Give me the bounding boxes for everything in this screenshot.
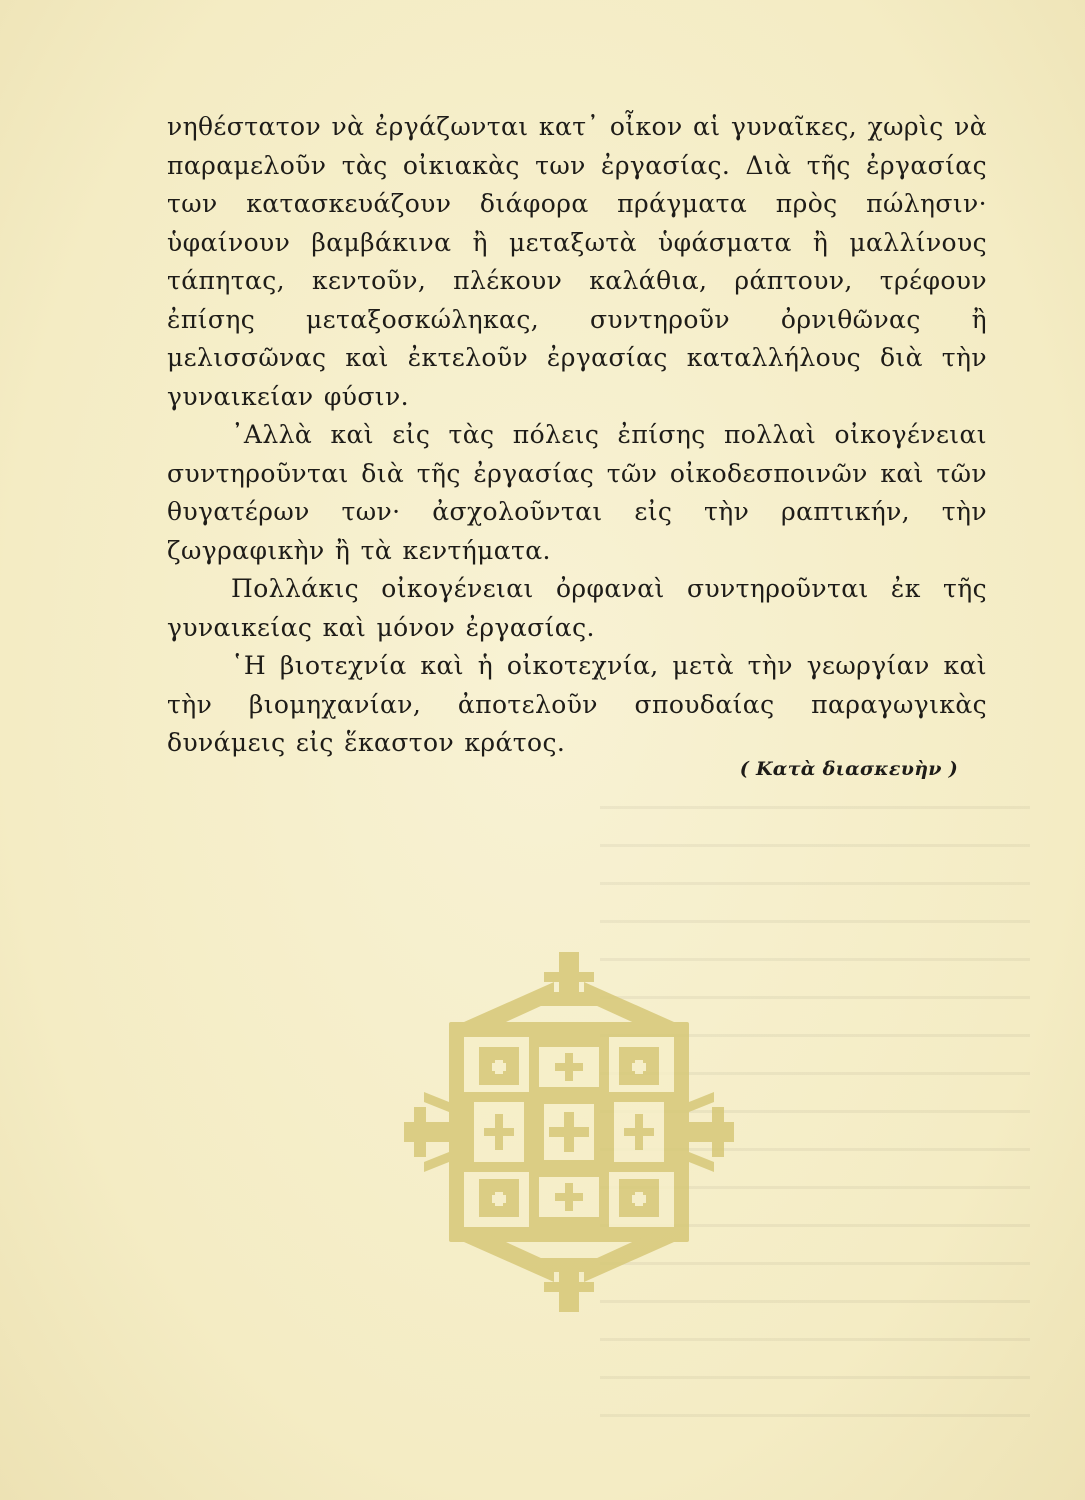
- body-text: [167, 108, 987, 763]
- paragraph-2: ᾿Αλλὰ καὶ εἰς τὰς πόλεις ἐπίσης πολλαὶ οἰκογένειαι συντηροῦνται διὰ τῆς ἐργασίας τῶν οἰκοδεσποινῶν καὶ τῶν θυγατέρων των· ἀσχολοῦνται εἰς τὴν ραπτικήν, τὴν ζωγραφικὴν ἢ τὰ κεντήματα.: [167, 420, 987, 565]
- paragraph-3: Πολλάκις οἰκογένειαι ὀρφαναὶ συντηροῦνται ἐκ τῆς γυναικείας καὶ μόνον ἐργασίας.: [167, 574, 987, 642]
- embroidery-cross-ornament-icon: [404, 952, 734, 1312]
- source-note: ( Κατὰ διασκευὴν ): [739, 758, 958, 780]
- paragraph-1: νηθέστατον νὰ ἐργάζωνται κατ᾽ οἶκον αἱ γυναῖκες, χωρὶς νὰ παραμελοῦν τὰς οἰκιακὰς των ἐργασίας. Διὰ τῆς ἐργασίας των κατασκευάζουν διάφορα πράγματα πρὸς πώλησιν· ὑφαίνουν βαμβάκινα ἢ μεταξωτὰ ὑφάσματα ἢ μαλλίνους τάπητας, κεντοῦν, πλέκουν καλάθια, ράπτουν, τρέφουν ἐπίσης μεταξοσκώληκας, συντηροῦν ὀρνιθῶνας ἢ μελισσῶνας καὶ ἐκτελοῦν ἐργασίας καταλλήλους διὰ τὴν γυναικείαν φύσιν.: [167, 112, 987, 411]
- paragraph-4: ῾Η βιοτεχνία καὶ ἡ οἰκοτεχνία, μετὰ τὴν γεωργίαν καὶ τὴν βιομηχανίαν, ἀποτελοῦν σπουδαίας παραγωγικὰς δυνάμεις εἰς ἕκαστον κράτος.: [167, 651, 987, 757]
